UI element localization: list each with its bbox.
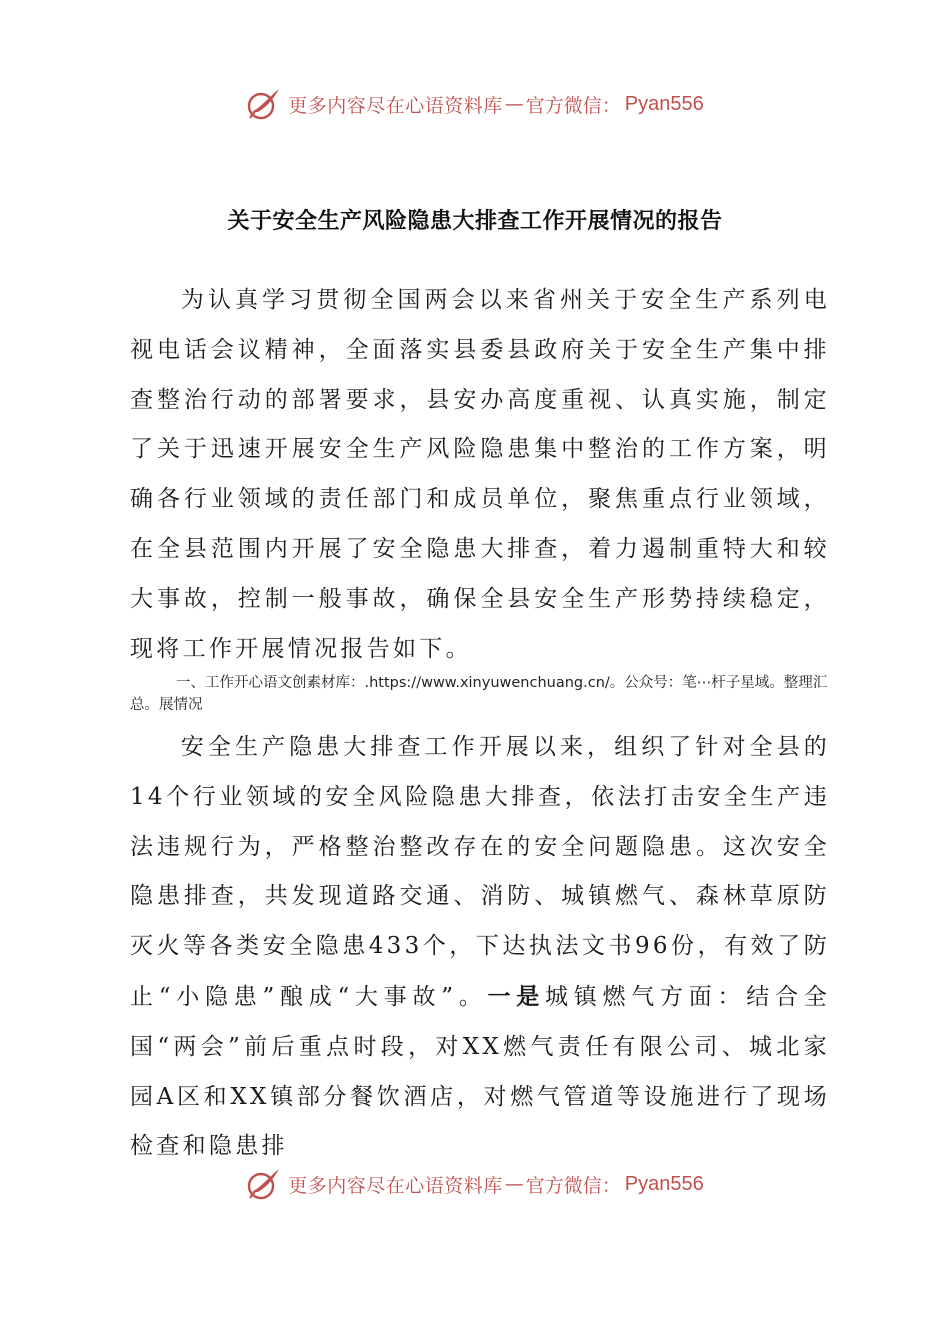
- section-heading-note-text: 一、工作开心语文创素材库：.https://www.xinyuwenchuang.cn/。公众号：笔⋯杆子星域。整理汇总。展情况: [130, 675, 828, 713]
- document-title: 关于安全生产风险隐患大排查工作开展情况的报告: [227, 209, 723, 234]
- paragraph-progress-text: 安全生产隐患大排查工作开展以来，组织了针对全县的14个行业领域的安全风险隐患大排查，依法打击安全生产违法违规行为，严格整治整改存在的安全问题隐患。这次安全隐患排查，共发现道路交通、消防、城镇燃气、森林草原防灭火等各类安全隐患433个，下达执法文书96份，有效了防止“小隐患”酿成“大事故”。: [130, 734, 830, 1010]
- quill-logo-icon: [246, 1166, 282, 1202]
- paragraph-intro: [130, 276, 830, 674]
- quill-logo-icon: [246, 86, 282, 122]
- footer-promo-text: 更多内容尽在心语资料库: [288, 1174, 503, 1197]
- footer-dash: —: [504, 1173, 524, 1195]
- header-wechat-id: Pyan556: [624, 92, 704, 115]
- paragraph-progress: [130, 723, 830, 1172]
- header-banner: [0, 82, 950, 126]
- paragraph-progress-bold-lead: 一是: [487, 982, 545, 1010]
- header-dash: —: [504, 93, 524, 115]
- footer-banner: [0, 1162, 950, 1206]
- header-wechat-label: 官方微信：: [525, 94, 621, 117]
- section-heading-note: [130, 672, 850, 716]
- paragraph-intro-text: 为认真学习贯彻全国两会以来省州关于安全生产系列电视电话会议精神，全面落实县委县政府关于安全生产集中排查整治行动的部署要求，县安办高度重视、认真实施，制定了关于迅速开展安全生产风险隐患集中整治的工作方案，明确各行业领域的责任部门和成员单位，聚焦重点行业领域，在全县范围内开展了安全隐患大排查，着力遏制重特大和较大事故，控制一般事故，确保全县安全生产形势持续稳定，现将工作开展情况报告如下。: [130, 287, 830, 662]
- footer-wechat-id: Pyan556: [624, 1172, 704, 1195]
- header-promo-text: 更多内容尽在心语资料库: [288, 94, 503, 117]
- footer-wechat-label: 官方微信：: [525, 1174, 621, 1197]
- paragraph-progress-text-cont: 城镇燃气方面：结合全国“两会”前后重点时段，对XX燃气责任有限公司、城北家园A区和XX镇部分餐饮酒店，对燃气管道等设施进行了现场检查和隐患排: [130, 983, 831, 1160]
